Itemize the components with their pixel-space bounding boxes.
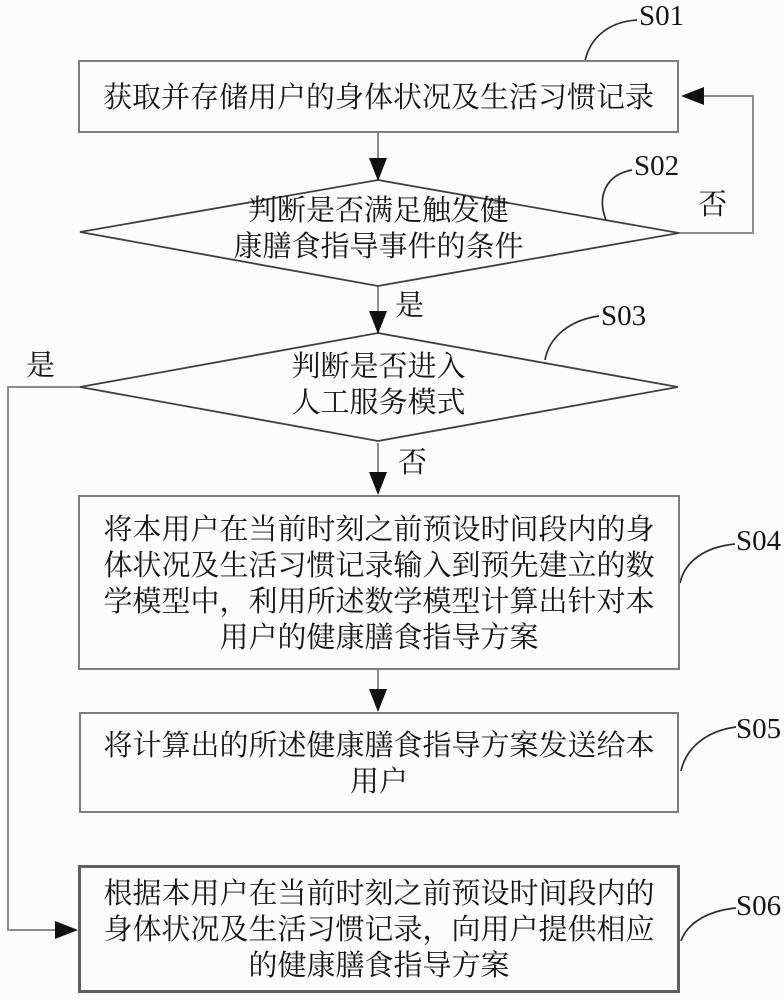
step-label-s04: S04	[736, 525, 782, 557]
process-text-line: 用户的健康膳食指导方案	[219, 619, 539, 654]
process-text-line: 将计算出的所述健康膳食指导方案发送给本	[103, 727, 655, 762]
s03-yes-label: 是	[26, 348, 56, 382]
s02-no-label: 否	[698, 187, 728, 221]
s03-no-label: 否	[398, 445, 428, 479]
arrowhead-into-s02	[369, 158, 387, 181]
leader-line-s01	[585, 20, 637, 61]
step-label-s03: S03	[601, 300, 647, 332]
decision-text-line: 人工服务模式	[291, 385, 466, 419]
process-text-line: 将本用户在当前时刻之前预设时间段内的身	[103, 511, 655, 546]
arrowhead-into-s01	[681, 87, 704, 105]
s02-yes-label: 是	[395, 288, 425, 322]
leader-line-s06	[681, 908, 736, 941]
arrowhead-into-s06	[55, 921, 78, 939]
process-box-s05	[79, 712, 679, 813]
process-text-line: 获取并存储用户的身体状况及生活习惯记录	[102, 79, 654, 114]
process-box-s04	[78, 495, 680, 670]
process-text-line: 身体状况及生活习惯记录，向用户提供相应	[103, 912, 655, 946]
process-text-line: 根据本用户在当前时刻之前预设时间段内的	[103, 876, 655, 910]
step-label-s02: S02	[634, 150, 680, 182]
leader-line-s05	[681, 727, 736, 771]
decision-text-line: 康膳食指导事件的条件	[233, 229, 524, 263]
process-box-s01	[78, 60, 679, 133]
step-label-s06: S06	[736, 890, 782, 922]
step-label-s01: S01	[639, 0, 685, 32]
process-text-line: 用户	[349, 763, 408, 798]
step-label-s05: S05	[736, 713, 782, 745]
decision-text-line: 判断是否进入	[291, 349, 466, 383]
decision-text-s03	[78, 348, 679, 420]
arrowhead-into-s03	[369, 311, 387, 334]
process-text-line: 的健康膳食指导方案	[248, 948, 510, 982]
decision-text-s02	[78, 192, 679, 264]
connector-s03-yes-branch	[8, 387, 80, 930]
leader-line-s04	[680, 544, 735, 583]
decision-text-line: 判断是否满足触发健	[247, 193, 509, 227]
process-box-s06	[78, 865, 680, 993]
arrowhead-into-s04	[369, 472, 387, 495]
process-text-line: 学模型中，利用所述数学模型计算出针对本	[103, 583, 655, 618]
arrowhead-into-s05	[369, 689, 387, 712]
process-text-line: 体状况及生活习惯记录输入到预先建立的数	[103, 547, 655, 582]
